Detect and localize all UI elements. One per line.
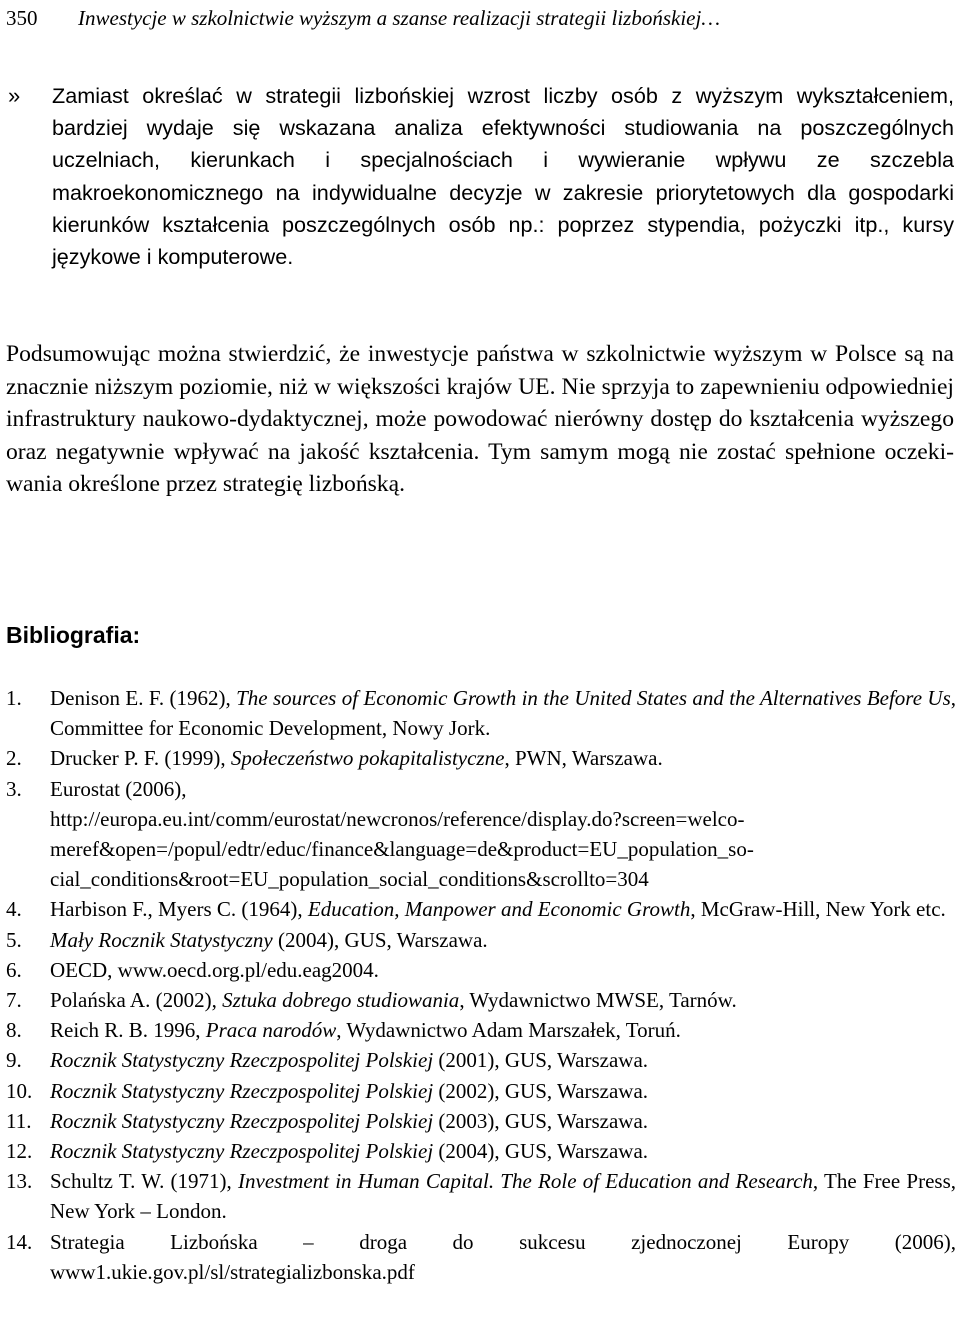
reference-number: 14. (6, 1229, 33, 1254)
reference-url: http://europa.eu.int/comm/eurostat/newcronos/reference/display.do?screen=welcomeref&open=/popul/edtr/educ/finance&language=de&product=EU_population_social_conditions&root=EU_population_social_conditions&scrollto=304 (50, 806, 754, 892)
reference-title: The sources of Economic Growth in the United States and the Alternatives Before Us (236, 686, 951, 710)
reference-number: 4. (6, 897, 22, 922)
reference-item (6, 1076, 956, 1106)
reference-publisher: , Wydawnictwo MWSE, Tarnów. (459, 988, 737, 1013)
reference-title: Education, Manpower and Economic Growth (307, 897, 691, 922)
reference-author: Polańska A. (2002), (50, 988, 223, 1013)
running-title: Inwestycje w szkolnictwie wyższym a szanse realizacji strategii lizbońskiej… (78, 6, 720, 30)
reference-item (6, 1015, 956, 1045)
reference-author: OECD, www.oecd.org.pl/edu.eag2004. (50, 957, 379, 982)
reference-item (6, 1045, 956, 1075)
summary-paragraph (6, 338, 954, 501)
reference-author: Strategia Lizbońska – droga do sukcesu zjednoczonej Europy (2006), www1.ukie.gov.pl/sl/strategializbonska.pdf (50, 1229, 956, 1284)
reference-title: Społeczeństwo pokapitalistyczne (230, 746, 505, 771)
reference-item (6, 1166, 956, 1226)
reference-title: Mały Rocznik Statystyczny (50, 927, 273, 952)
reference-title: Sztuka dobrego studiowania (222, 988, 460, 1013)
reference-publisher: , PWN, Warszawa. (504, 746, 663, 771)
reference-item (6, 894, 956, 924)
reference-number: 8. (6, 1018, 22, 1043)
reference-publisher: , McGraw-Hill, New York etc. (690, 897, 946, 922)
running-header (6, 4, 946, 32)
reference-item (6, 774, 956, 895)
reference-title: Rocznik Statystyczny Rzeczpospolitej Polskiej (50, 1139, 434, 1164)
reference-publisher: (2003), GUS, Warszawa. (433, 1108, 649, 1133)
reference-item (6, 743, 956, 773)
reference-title: Rocznik Statystyczny Rzeczpospolitej Polskiej (50, 1048, 434, 1073)
reference-number: 2. (6, 746, 22, 771)
reference-publisher: , Committee for Economic Development, Nowy Jork. (50, 686, 956, 741)
reference-number: 10. (6, 1078, 33, 1103)
reference-publisher: (2004), GUS, Warszawa. (272, 927, 488, 952)
reference-publisher: (2004), GUS, Warszawa. (433, 1139, 649, 1164)
reference-number: 12. (6, 1139, 33, 1164)
reference-title: Rocznik Statystyczny Rzeczpospolitej Polskiej (50, 1078, 434, 1103)
reference-item (6, 1106, 956, 1136)
reference-author: Schultz T. W. (1971), (50, 1169, 239, 1194)
reference-number: 5. (6, 927, 22, 952)
reference-number: 6. (6, 957, 22, 982)
reference-publisher: , The Free Press, New York – London. (50, 1169, 956, 1224)
reference-item (6, 1227, 956, 1287)
reference-title: Rocznik Statystyczny Rzeczpospolitej Polskiej (50, 1108, 434, 1133)
reference-author: Eurostat (2006), (50, 776, 187, 801)
reference-publisher: (2002), GUS, Warszawa. (433, 1078, 649, 1103)
reference-author: Harbison F., Myers C. (1964), (50, 897, 308, 922)
reference-item (6, 955, 956, 985)
reference-author: Denison E. F. (1962), (50, 686, 237, 710)
reference-number: 9. (6, 1048, 22, 1073)
bibliography-heading: Bibliografia: (6, 622, 141, 648)
reference-number: 7. (6, 988, 22, 1013)
reference-item (6, 1136, 956, 1166)
summary-text: Podsumowując można stwierdzić, że inwestycje państwa w szkolnictwie wyższym w Polsce są na znacznie niższym poziomie, niż w większości krajów UE. Nie sprzyja to zapewnieniu odpowiedniej infrastruktury naukowo-dydaktycznej, może powodować nierówny dostęp do kształcenia wyższego oraz negatywnie wpływać na jakość kształcenia. Tym samym mogą nie zostać spełnione oczekiwania określone przez strategię lizbońską. (6, 341, 954, 498)
reference-number: 1. (6, 686, 22, 710)
reference-number: 3. (6, 776, 22, 801)
conclusion-bullet (8, 80, 954, 273)
reference-title: Investment in Human Capital. The Role of Education and Research (238, 1169, 813, 1194)
reference-item (6, 925, 956, 955)
reference-publisher: , Wydawnictwo Adam Marszałek, Toruń. (336, 1018, 681, 1043)
reference-number: 13. (6, 1169, 33, 1194)
page-number: 350 (6, 6, 38, 30)
reference-item (6, 985, 956, 1015)
reference-title: Praca narodów (205, 1018, 337, 1043)
bibliography-list (6, 683, 956, 1287)
bullet-text: Zamiast określać w strategii lizbońskiej wzrost liczby osób z wyższym wykształceniem, bardziej wydaje się wskazana analiza efektywności studiowania na poszczególnych uczelniach, kierunkach i specjalnościach i wywieranie wpływu ze szczebla makroekonomicznego na indywidualne decyzje w zakresie priorytetowych dla gospodarki kierunków kształcenia poszczególnych osób np.: poprzez stypendia, pożyczki itp., kursy językowe i komputerowe. (52, 83, 954, 270)
bullet-marker: » (8, 83, 21, 108)
reference-publisher: (2001), GUS, Warszawa. (433, 1048, 649, 1073)
reference-item (6, 683, 956, 743)
reference-author: Reich R. B. 1996, (50, 1018, 206, 1043)
reference-author: Drucker P. F. (1999), (50, 746, 231, 771)
reference-number: 11. (6, 1108, 32, 1133)
